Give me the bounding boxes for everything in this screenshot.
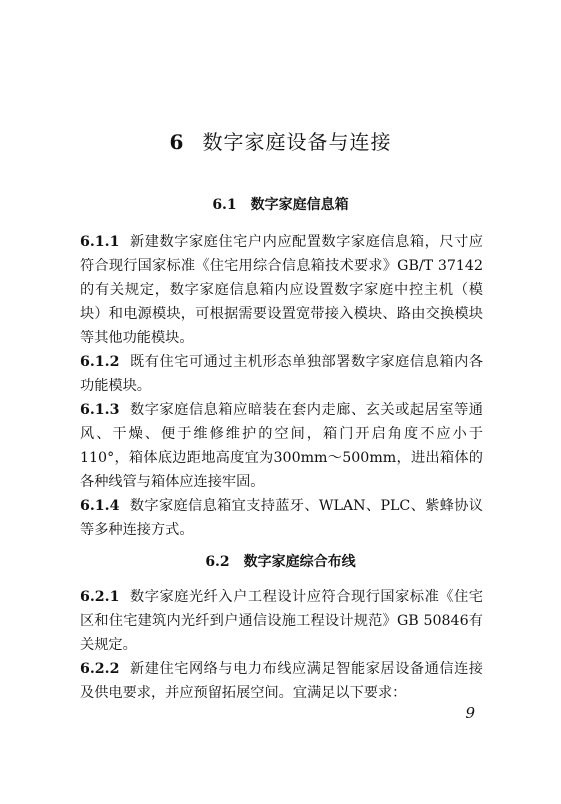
page-number: 9 <box>465 704 475 722</box>
clause-6-1-4 <box>80 494 483 542</box>
clause-6-1-3 <box>80 398 483 494</box>
section-title-text: 数字家庭综合布线 <box>243 554 356 570</box>
clause-text: 数字家庭光纤入户工程设计应符合现行国家标准《住宅区和住宅建筑内光纤到户通信设施工程设计规范》GB 50846有关规定。 <box>80 589 483 653</box>
section-number: 6.2 <box>205 554 230 570</box>
clause-number: 6.1.1 <box>80 234 120 250</box>
section-number: 6.1 <box>212 197 237 213</box>
section-title-6-1 <box>0 194 561 214</box>
clause-text: 新建住宅网络与电力布线应满足智能家居设备通信连接及供电要求，并应预留拓展空间。宜满足以下要求： <box>80 661 483 701</box>
section-title-6-2 <box>0 551 561 571</box>
chapter-number: 6 <box>169 130 185 154</box>
clause-number: 6.2.1 <box>80 589 120 605</box>
clause-number: 6.1.4 <box>80 498 120 514</box>
clause-number: 6.1.2 <box>80 354 120 370</box>
section-title-text: 数字家庭信息箱 <box>250 197 349 213</box>
clause-6-2-1 <box>80 585 483 657</box>
chapter-title <box>0 126 561 155</box>
clause-text: 既有住宅可通过主机形态单独部署数字家庭信息箱内各功能模块。 <box>80 354 483 394</box>
clause-number: 6.2.2 <box>80 661 120 677</box>
clause-text: 数字家庭信息箱应暗装在套内走廊、玄关或起居室等通风、干燥、便于维修维护的空间，箱门开启角度不应小于110°，箱体底边距地高度宜为300mm～500mm，进出箱体的各种线管与箱体应连接牢固。 <box>80 402 483 490</box>
clause-text: 新建数字家庭住宅户内应配置数字家庭信息箱，尺寸应符合现行国家标准《住宅用综合信息箱技术要求》GB/T 37142的有关规定，数字家庭信息箱内应设置数字家庭中控主机（模块）和电源模块，可根据需要设置宽带接入模块、路由交换模块等其他功能模块。 <box>80 234 483 346</box>
clause-6-1-2 <box>80 350 483 398</box>
clause-text: 数字家庭信息箱宜支持蓝牙、WLAN、PLC、紫蜂协议等多种连接方式。 <box>80 498 483 538</box>
chapter-title-text: 数字家庭设备与连接 <box>202 130 392 154</box>
clause-number: 6.1.3 <box>80 402 120 418</box>
clause-6-1-1 <box>80 230 483 350</box>
clause-6-2-2 <box>80 657 483 705</box>
